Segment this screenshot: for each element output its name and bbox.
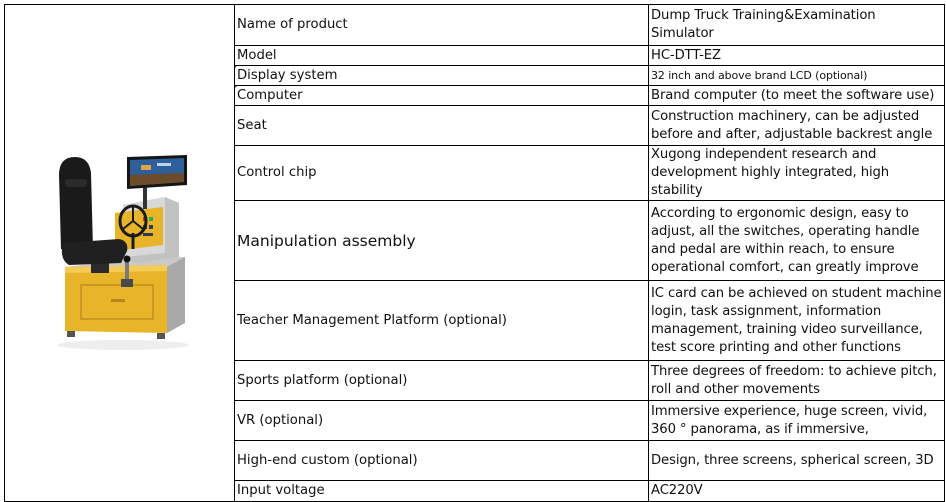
label-name-of-product: Name of product (235, 5, 649, 46)
value-name-of-product: Dump Truck Training&Examination Simulator (649, 5, 945, 46)
label-sports-platform: Sports platform (optional) (235, 361, 649, 401)
product-image-cell (5, 5, 235, 502)
value-seat: Construction machinery, can be adjusted before and after, adjustable backrest angle (649, 106, 945, 146)
spec-table (4, 4, 945, 502)
label-teacher-management-platform: Teacher Management Platform (optional) (235, 281, 649, 361)
value-control-chip: Xugong independent research and development highly integrated, high stability (649, 146, 945, 201)
label-high-end-custom: High-end custom (optional) (235, 441, 649, 481)
label-vr: VR (optional) (235, 401, 649, 441)
value-high-end-custom: Design, three screens, spherical screen, 3D (649, 441, 945, 481)
value-sports-platform: Three degrees of freedom: to achieve pitch, roll and other movements (649, 361, 945, 401)
label-display-system: Display system (235, 66, 649, 86)
value-teacher-management-platform: IC card can be achieved on student machine login, task assignment, information management, training video surveillance, test score printing and other functions (649, 281, 945, 361)
value-display-system: 32 inch and above brand LCD (optional) (649, 66, 945, 86)
label-input-voltage: Input voltage (235, 481, 649, 502)
simulator-product-image (45, 153, 195, 353)
value-input-voltage: AC220V (649, 481, 945, 502)
value-vr: Immersive experience, huge screen, vivid, 360 ° panorama, as if immersive, (649, 401, 945, 441)
label-manipulation-assembly: Manipulation assembly (235, 201, 649, 281)
label-model: Model (235, 46, 649, 66)
label-control-chip: Control chip (235, 146, 649, 201)
label-seat: Seat (235, 106, 649, 146)
value-computer: Brand computer (to meet the software use) (649, 86, 945, 106)
value-model: HC-DTT-EZ (649, 46, 945, 66)
table-row (5, 5, 945, 46)
label-computer: Computer (235, 86, 649, 106)
value-manipulation-assembly: According to ergonomic design, easy to adjust, all the switches, operating handle and pedal are within reach, to ensure operational comfort, can greatly improve (649, 201, 945, 281)
